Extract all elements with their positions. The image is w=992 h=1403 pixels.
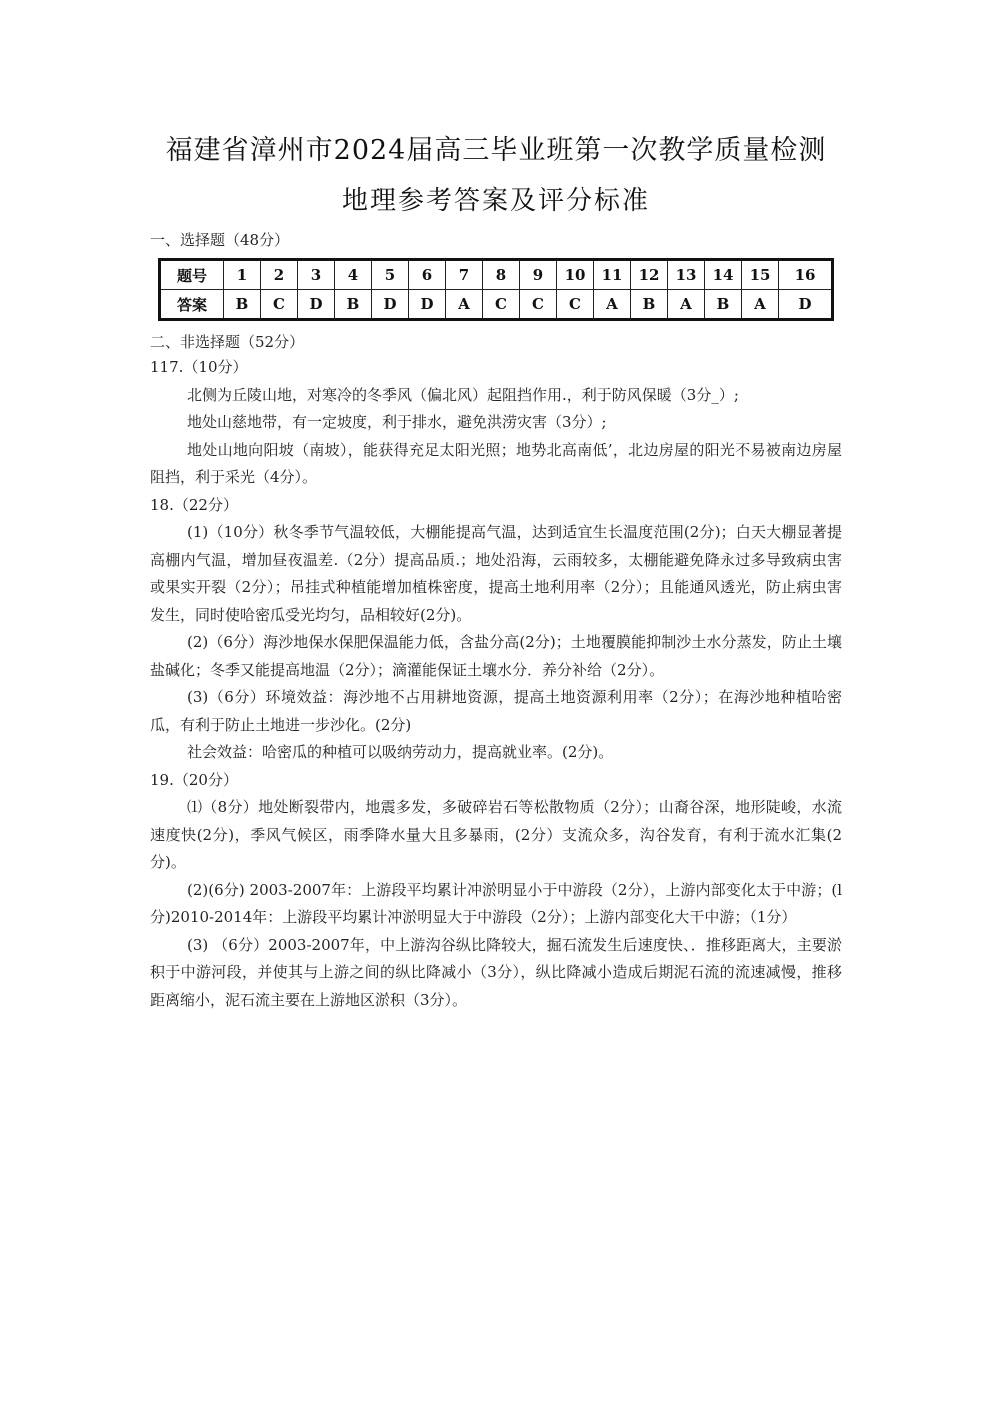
question-19-part-2: (2)(6分) 2003-2007年：上游段平均累计冲淤明显小于中游段（2分），上游内部变化太于中游；(l分)2010-2014年：上游段平均累计冲淤明显大于中游段（2分）；上游内部变化大干中游；（1分） — [150, 880, 842, 926]
question-number-cell: 3 — [298, 260, 335, 290]
question-number-cell: 11 — [594, 260, 631, 290]
question-number-cell: 7 — [446, 260, 483, 290]
answers-body — [150, 354, 842, 1014]
question-number-cell: 10 — [557, 260, 594, 290]
answer-table — [158, 258, 834, 321]
answer-cell: D — [409, 290, 446, 320]
question-17-point-1: 北侧为丘陵山地，对寒冷的冬季风（偏北风）起阻挡作用.，利于防风保暖（3分_）; — [187, 385, 739, 404]
question-number-cell: 6 — [409, 260, 446, 290]
row-label-number: 题号 — [160, 260, 224, 290]
answer-cell: C — [557, 290, 594, 320]
question-17-point-3: 地处山地向阳坡（南坡），能获得充足太阳光照；地势北高南低’，北边房屋的阳光不易被南边房屋阻挡，利于采光（4分）。 — [150, 440, 842, 486]
question-number-cell: 2 — [261, 260, 298, 290]
question-number-cell: 9 — [520, 260, 557, 290]
answer-cell: D — [298, 290, 335, 320]
answer-cell: C — [483, 290, 520, 320]
question-number-cell: 1 — [224, 260, 261, 290]
answer-cell: B — [335, 290, 372, 320]
section-free-response-heading: 二、非选择题（52分） — [150, 333, 305, 351]
question-number-cell: 5 — [372, 260, 409, 290]
question-17-point-2: 地处山慈地带，有一定坡度，利于排水，避免洪涝灾害（3分）; — [187, 413, 607, 431]
answer-cell: A — [594, 290, 631, 320]
answer-cell: D — [372, 290, 409, 320]
question-19-part-3: (3) （6分）2003-2007年，中上游沟谷纵比降较大，掘石流发生后速度快、．推移距离大，主要淤积于中游河段，并使其与上游之间的纵比降减小（3分），纵比降减小造成后期泥石流的流速减慢，推移距离缩小，泥石流主要在上游地区淤积（3分）。 — [150, 935, 842, 1009]
answer-cell: B — [705, 290, 742, 320]
answer-cell: A — [668, 290, 705, 320]
question-number-cell: 16 — [779, 260, 833, 290]
question-18-part-1: (1)（10分）秋冬季节气温较低，大棚能提高气温，达到适宜生长温度范围(2分)；白天大棚显著提高棚内气温，增加昼夜温差.（2分）提高品质.；地处沿海，云雨较多，太棚能避免降永过多导致病虫害或果实开裂（2分）；吊挂式种植能增加植株密度，提高土地利用率（2分）；且能通风透光，防止病虫害发生，同时使哈密瓜受光均匀，品相较好(2分)。 — [150, 523, 842, 624]
answer-cell: A — [446, 290, 483, 320]
question-number-cell: 14 — [705, 260, 742, 290]
question-number-cell: 4 — [335, 260, 372, 290]
answer-table-answer-row — [160, 290, 833, 320]
answer-cell: C — [520, 290, 557, 320]
question-18-part-3: (3)（6分）环境效益：海沙地不占用耕地资源，提高土地资源利用率（2分）；在海沙地种植哈密瓜，有利于防止土地进一步沙化。(2分) — [150, 688, 842, 734]
question-18-heading: 18.（22分） — [150, 495, 238, 514]
answer-cell: B — [224, 290, 261, 320]
section-multiple-choice-heading: 一、选择题（48分） — [150, 231, 290, 249]
question-19-part-1: ⑴（8分）地处断裂带内，地震多发，多破碎岩石等松散物质（2分）；山裔谷深，地形陡峻，水流速度快(2分)，季风气候区，雨季降水量大且多暴雨，(2分）支流众多，沟谷发育，有利于流水汇集(2分)。 — [150, 798, 842, 871]
row-label-answer: 答案 — [160, 290, 224, 320]
question-19-heading: 19.（20分） — [150, 770, 238, 789]
question-18-part-2: (2)（6分）海沙地保水保肥保温能力低，含盐分高(2分)；土地覆膜能抑制沙土水分蒸发，防止土壤盐碱化；冬季又能提高地温（2分）；滴灌能保证土壤水分．养分补给（2分）。 — [150, 633, 842, 679]
answer-table-number-row — [160, 260, 833, 290]
answer-cell: C — [261, 290, 298, 320]
question-17-heading: 117.（10分） — [150, 358, 248, 376]
document-subtitle: 地理参考答案及评分标准 — [341, 186, 650, 216]
question-number-cell: 13 — [668, 260, 705, 290]
answer-cell: B — [631, 290, 668, 320]
answer-cell: A — [742, 290, 779, 320]
answer-cell: D — [779, 290, 833, 320]
question-number-cell: 8 — [483, 260, 520, 290]
question-number-cell: 12 — [631, 260, 668, 290]
question-number-cell: 15 — [742, 260, 779, 290]
question-18-part-3-social: 社会效益：哈密瓜的种植可以吸纳劳动力，提高就业率。(2分)。 — [187, 743, 614, 761]
document-title: 福建省漳州市2024届高三毕业班第一次教学质量检测 — [165, 135, 827, 166]
